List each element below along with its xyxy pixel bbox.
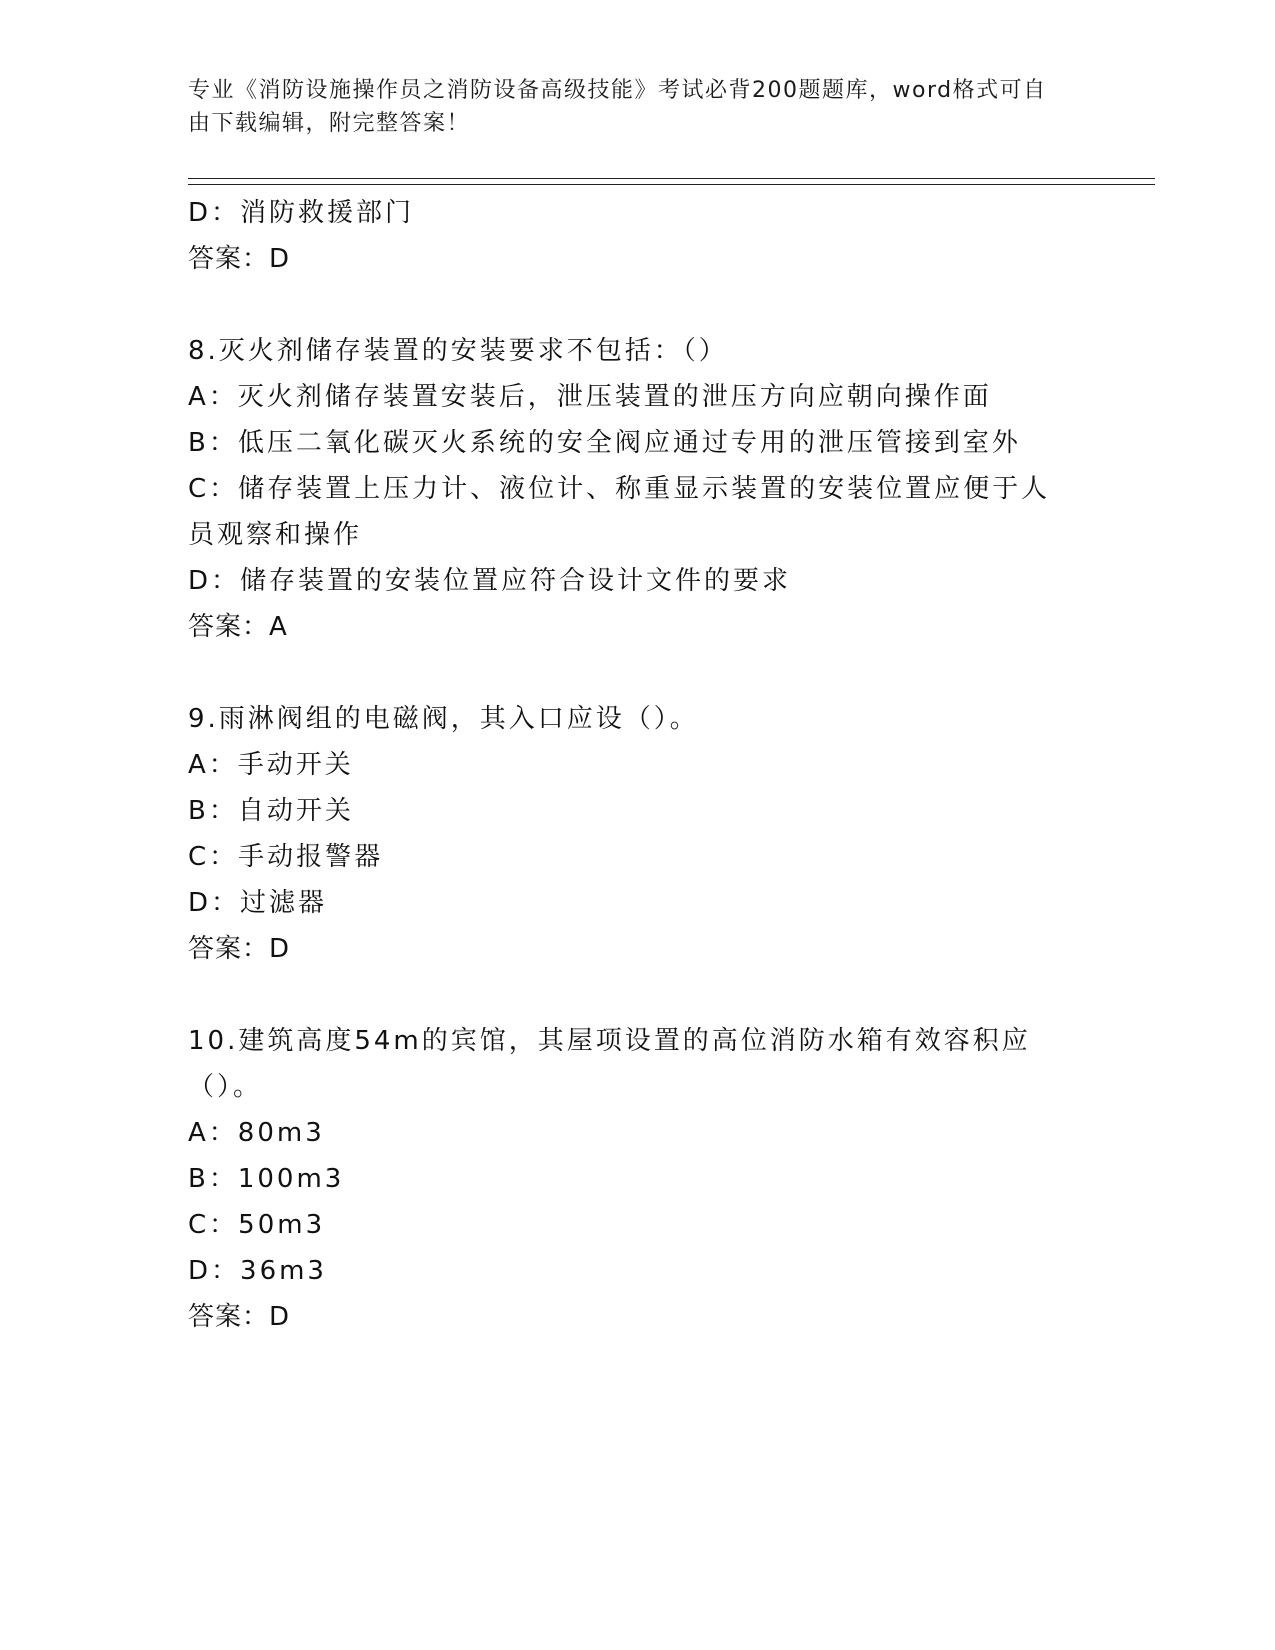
option-d: D：过滤器 [188,888,328,918]
option-c: C：手动报警器 [188,842,384,872]
option-d: D：消防救援部门 [188,198,415,228]
option-d: D：储存装置的安装位置应符合设计文件的要求 [188,566,792,596]
answer-text: 答案：D [188,1302,291,1332]
option-a: A：手动开关 [188,750,354,780]
question-text: 10.建筑高度54m的宾馆，其屋项设置的高位消防水箱有效容积应（）。 [188,1026,1031,1102]
option-b: B：100m3 [188,1164,345,1194]
answer-text: 答案：A [188,612,288,642]
answer-text: 答案：D [188,244,291,274]
option-a: A：80m3 [188,1118,325,1148]
header-title: 专业《消防设施操作员之消防设备高级技能》考试必背200题题库，word格式可自由下载编辑，附完整答案！ [188,78,1047,136]
option-b: B：低压二氧化碳灭火系统的安全阀应通过专用的泄压管接到室外 [188,428,1021,458]
page-header [188,74,1068,140]
spacer [188,650,1088,696]
question-text: 9.雨淋阀组的电磁阀，其入口应设（）。 [188,704,699,734]
spacer [188,972,1088,1018]
question-text: 8.灭火剂储存装置的安装要求不包括：（） [188,336,728,366]
question-block-9 [188,696,1088,972]
option-a: A：灭火剂储存装置安装后，泄压装置的泄压方向应朝向操作面 [188,382,992,412]
question-block-10 [188,1018,1088,1340]
option-d: D：36m3 [188,1256,327,1286]
option-b: B：自动开关 [188,796,354,826]
question-block-8 [188,328,1088,650]
document-body [188,190,1088,1340]
spacer [188,282,1088,328]
option-c: C：50m3 [188,1210,326,1240]
header-divider [188,178,1155,185]
option-c: C：储存装置上压力计、液位计、称重显示装置的安装位置应便于人员观察和操作 [188,474,1051,550]
answer-text: 答案：D [188,934,291,964]
question-block-7 [188,190,1088,282]
